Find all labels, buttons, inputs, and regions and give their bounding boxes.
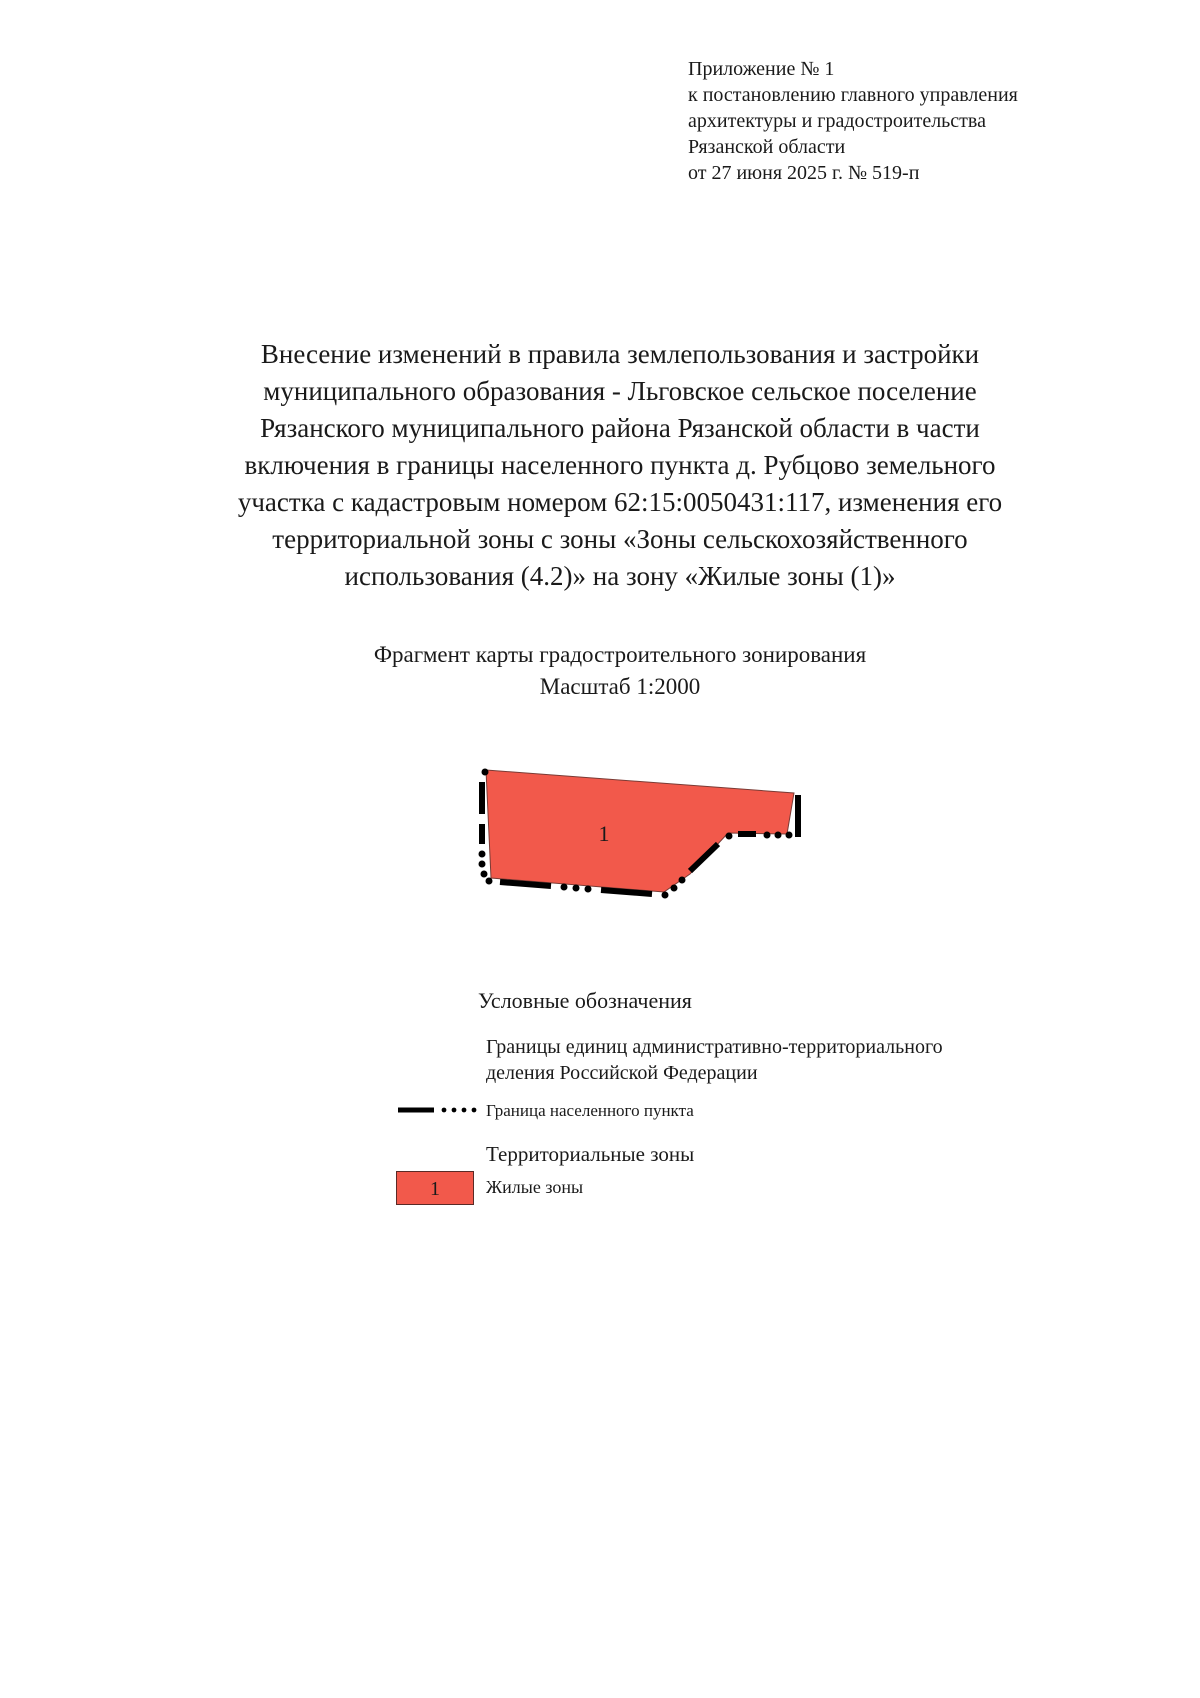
title-line: Внесение изменений в правила землепользования и застройки (260, 339, 980, 369)
boundary-line-sample (398, 1103, 482, 1117)
legend-admin-line: Границы единиц административно-территориального (486, 1036, 943, 1058)
zones-title: Территориальные зоны (486, 1142, 695, 1166)
legend-title: Условные обозначения (478, 988, 692, 1013)
title-line: территориальной зоны с зоны «Зоны сельскохозяйственного (272, 524, 968, 554)
zone-label: 1 (598, 821, 610, 846)
boundary-label: Граница населенного пункта (486, 1101, 694, 1120)
legend-admin-caption (486, 1034, 943, 1086)
legend-admin-line: деления Российской Федерации (486, 1062, 758, 1084)
map-scale: Масштаб 1:2000 (539, 674, 701, 699)
zone-label-legend: Жилые зоны (486, 1177, 584, 1197)
appendix-line: Приложение № 1 (688, 58, 835, 80)
document-title (150, 336, 1090, 595)
title-line: включения в границы населенного пункта д. Рубцово земельного (244, 450, 996, 480)
appendix-line: архитектуры и градостроительства (688, 110, 986, 132)
appendix-line: Рязанской области (688, 136, 846, 158)
map-caption-title: Фрагмент карты градостроительного зонирования (373, 642, 867, 667)
title-line: использования (4.2)» на зону «Жилые зоны (1)» (344, 561, 896, 591)
zoning-map (286, 716, 952, 952)
appendix-line: к постановлению главного управления (688, 84, 1018, 106)
map-caption (200, 639, 1040, 703)
appendix-header (688, 56, 1128, 186)
title-line: Рязанского муниципального района Рязанской области в части (260, 413, 980, 443)
title-line: участка с кадастровым номером 62:15:0050431:117, изменения его (237, 487, 1003, 517)
appendix-line: от 27 июня 2025 г. № 519-п (688, 162, 920, 184)
zone-swatch: 1 (396, 1171, 474, 1205)
title-line: муниципального образования - Льговское сельское поселение (263, 376, 977, 406)
